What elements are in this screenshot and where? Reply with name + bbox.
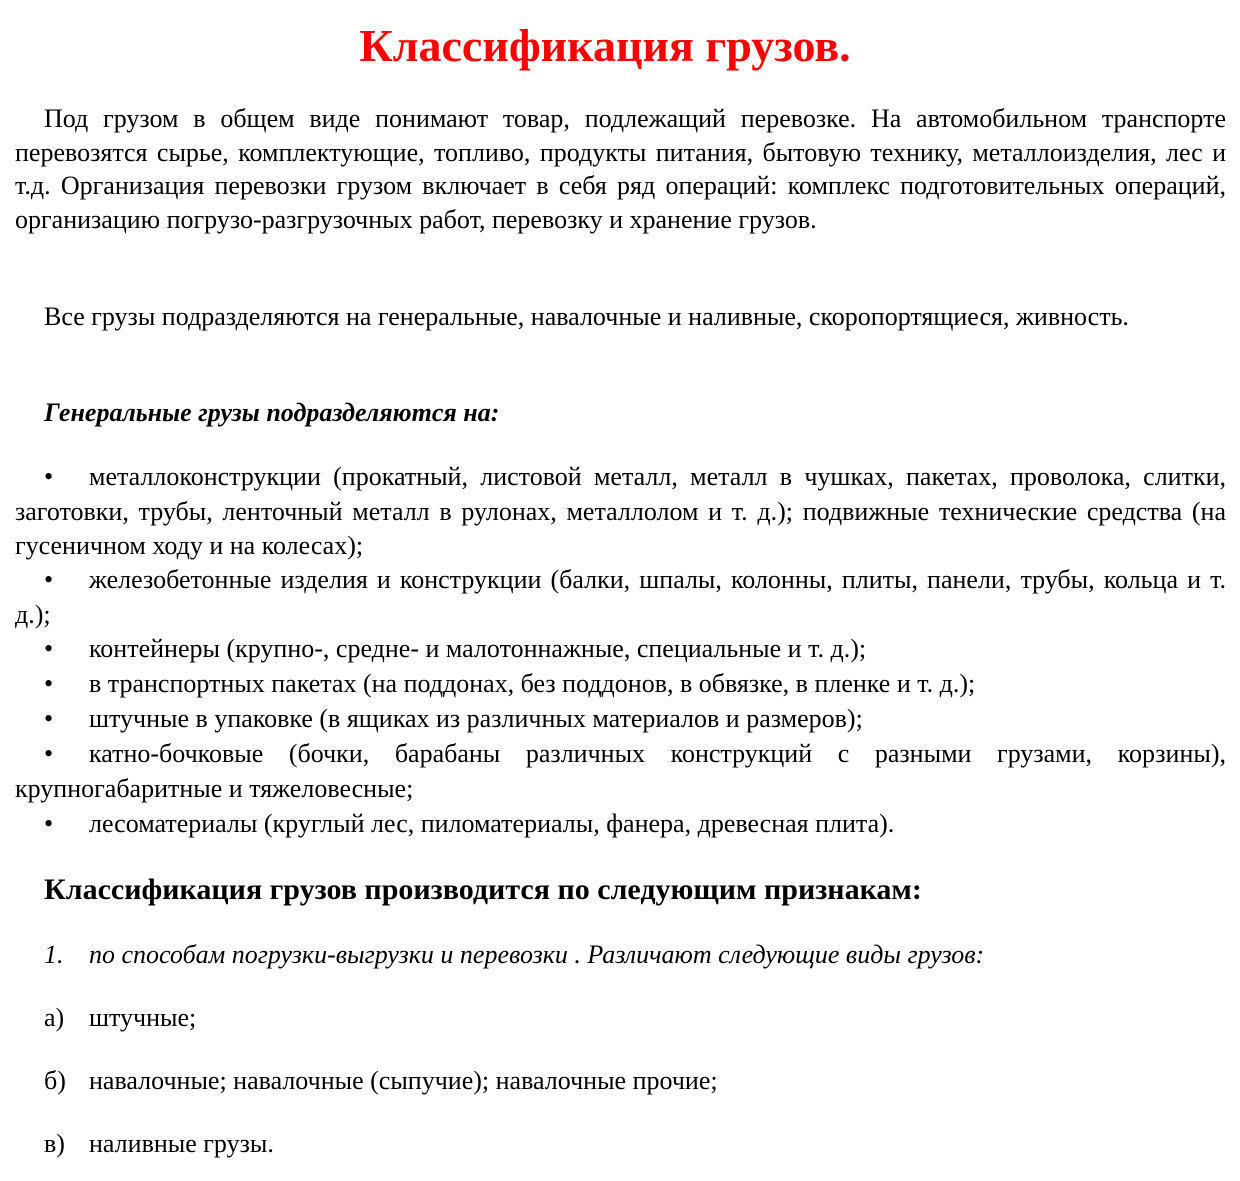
list-item-text: штучные в упаковке (в ящиках из различных материалов и размеров); xyxy=(89,704,863,733)
bullet-icon: • xyxy=(44,809,54,838)
numbered-item-text: по способам погрузки-выгрузки и перевозки . Различают следующие виды грузов: xyxy=(89,940,985,969)
list-item-text: металлоконструкции (прокатный, листовой металл, металл в чушках, пакетах, проволока, слитки, заготовки, трубы, ленточный металл в рулонах, металлолом и т. д.); подвижные технические средства (на гусеничном ходу и на колесах); xyxy=(15,462,1226,560)
sub-item xyxy=(44,1064,718,1098)
sub-item-mark: б) xyxy=(44,1066,66,1095)
categories-paragraph: Все грузы подразделяются на генеральные, навалочные и наливные, скоропортящиеся, живность. xyxy=(44,302,1129,331)
sub-item xyxy=(44,1127,274,1161)
list-item-text: лесоматериалы (круглый лес, пиломатериалы, фанера, древесная плита). xyxy=(89,809,895,838)
sub-item-text: штучные; xyxy=(89,1003,197,1032)
list-item xyxy=(15,737,1226,806)
bullet-icon: • xyxy=(44,565,54,594)
general-subheading: Генеральные грузы подразделяются на: xyxy=(44,398,500,427)
sub-item xyxy=(44,1001,196,1035)
bullet-icon: • xyxy=(44,634,54,663)
bullet-icon: • xyxy=(44,704,54,733)
list-item-text: катно-бочковые (бочки, барабаны различных конструкций с разными грузами, корзины), крупногабаритные и тяжеловесные; xyxy=(15,739,1226,803)
sub-item-text: навалочные; навалочные (сыпучие); навалочные прочие; xyxy=(89,1066,718,1095)
bullet-icon: • xyxy=(44,462,54,491)
bullet-icon: • xyxy=(44,669,54,698)
sub-item-mark: в) xyxy=(44,1129,65,1158)
sub-item-text: наливные грузы. xyxy=(89,1129,274,1158)
list-item-text: железобетонные изделия и конструкции (балки, шпалы, колонны, плиты, панели, трубы, кольца и т. д.); xyxy=(15,565,1226,629)
intro-paragraph: Под грузом в общем виде понимают товар, подлежащий перевозке. На автомобильном транспорте перевозятся сырье, комплектующие, топливо, продукты питания, бытовую технику, металлоизделия, лес и т.д. Организация перевозки грузом включает в себя ряд операций: комплекс подготовительных операций, организацию погрузо-разгрузочных работ, перевозку и хранение грузов. xyxy=(15,104,1226,234)
list-item xyxy=(15,702,1226,737)
list-item xyxy=(15,667,1226,702)
list-item xyxy=(15,807,1226,842)
numbered-item-number: 1. xyxy=(44,940,64,969)
list-item xyxy=(15,563,1226,632)
list-item-text: в транспортных пакетах (на поддонах, без поддонов, в обвязке, в пленке и т. д.); xyxy=(89,669,976,698)
numbered-item xyxy=(44,938,984,972)
sub-item-mark: а) xyxy=(44,1003,65,1032)
classification-heading: Классификация грузов производится по следующим признакам: xyxy=(44,873,922,906)
bullet-icon: • xyxy=(44,739,54,768)
list-item xyxy=(15,460,1226,564)
list-item xyxy=(15,632,1226,667)
list-item-text: контейнеры (крупно-, средне- и малотоннажные, специальные и т. д.); xyxy=(89,634,867,663)
page-title: Классификация грузов. xyxy=(359,20,851,71)
